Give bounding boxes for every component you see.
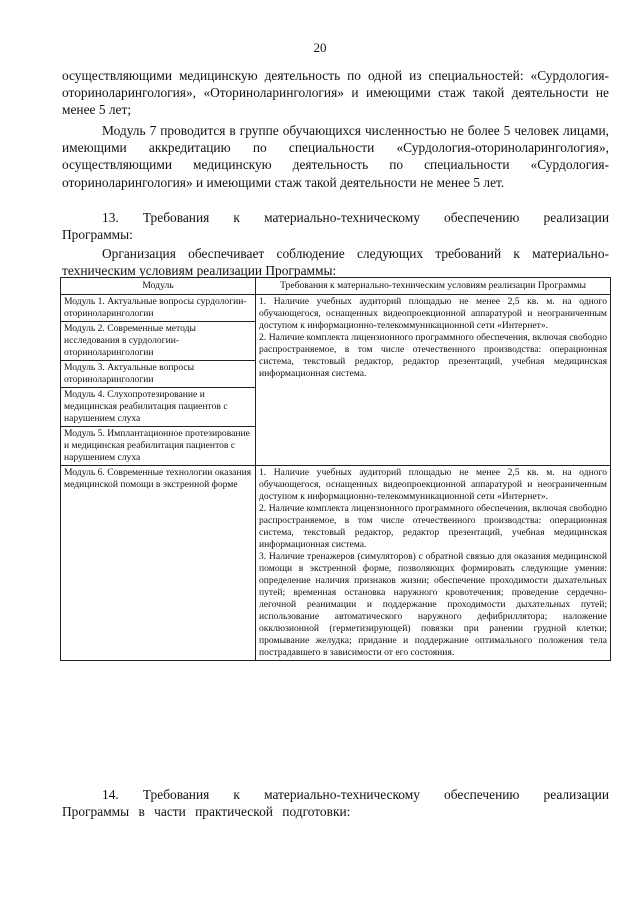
paragraph-intro [62, 245, 609, 279]
section-13-heading [62, 209, 609, 243]
requirement-item: 2. Наличие комплекта лицензионного программного обеспечения, включая свободно распространяемое, в том числе отечественного производства: операционная система, текстовый редактор, редактор презентаций, учебная медицинская информационная система. [259, 332, 607, 379]
section-heading-text: 13. Требования к материально-техническому обеспечению реализации Программы: [62, 210, 609, 243]
table-row [61, 295, 611, 466]
header-module: Модуль [61, 278, 256, 295]
table-row [61, 466, 611, 661]
requirements-table [60, 277, 611, 661]
requirement-item: 2. Наличие комплекта лицензионного программного обеспечения, включая свободно распространяемое, в том числе отечественного производства: операционная система, текстовый редактор, редактор презентаций, учебная медицинская информационная система. [259, 503, 607, 550]
page-number: 20 [313, 40, 327, 55]
paragraph-module-7 [62, 122, 609, 191]
section-14-heading [62, 786, 609, 820]
table-header-row [61, 278, 611, 295]
module-item: Модуль 2. Современные методы исследования в сурдологии-оториноларингологии [61, 322, 255, 361]
module-item: Модуль 5. Имплантационное протезирование и медицинская реабилитация пациентов с нарушением слуха [64, 428, 250, 463]
requirement-item: 1. Наличие учебных аудиторий площадью не менее 2,5 кв. м. на одного обучающегося, оснащенных видеопроекционной аппаратурой и неограниченным доступом к информационно-телекоммуникационной сети «Интернет». [259, 467, 607, 502]
paragraph-text: осуществляющими медицинскую деятельность по одной из специальностей: «Сурдология-оториноларингология», «Оториноларингология» и имеющими стаж такой деятельности не менее 5 лет; [62, 68, 609, 118]
paragraph-continuation [62, 67, 609, 119]
module-item: Модуль 1. Актуальные вопросы сурдологии-оториноларингологии [61, 295, 255, 322]
module-cell: Модуль 6. Современные технологии оказания медицинской помощи в экстренной форме [61, 466, 256, 661]
requirements-cell [256, 295, 611, 466]
module-item: Модуль 4. Слухопротезирование и медицинская реабилитация пациентов с нарушением слуха [61, 388, 255, 427]
requirements-cell [256, 466, 611, 661]
module-item: Модуль 3. Актуальные вопросы оториноларингологии [61, 361, 255, 388]
header-requirements: Требования к материально-техническим условиям реализации Программы [256, 278, 611, 295]
requirement-item: 1. Наличие учебных аудиторий площадью не менее 2,5 кв. м. на одного обучающегося, оснащенных видеопроекционной аппаратурой и неограниченным доступом к информационно-телекоммуникационной сети «Интернет». [259, 296, 607, 331]
paragraph-text: Модуль 7 проводится в группе обучающихся численностью не более 5 человек лицами, имеющими аккредитацию по специальности «Сурдология-оториноларингология», осуществляющими медицинскую деятельность по специальности «Сурдология-оториноларингология» и имеющими стаж такой деятельности не менее 5 лет. [62, 123, 609, 190]
section-heading-text: 14. Требования к материально-техническому обеспечению реализации Программы в части практической подготовки: [62, 787, 609, 820]
paragraph-text: Организация обеспечивает соблюдение следующих требований к материально-техническим условиям реализации Программы: [62, 246, 609, 279]
modules-cell [61, 295, 256, 466]
requirement-item: 3. Наличие тренажеров (симуляторов) с обратной связью для оказания медицинской помощи в экстренной форме, позволяющих формировать следующие умения: определение наличия признаков жизни; обеспечение проходимости дыхательных путей; временная остановка наружного кровотечения; проведение сердечно-легочной реанимации и поддержание проходимости дыхательных путей; использование автоматического наружного дефибриллятора; наложение окклюзионной (герметизирующей) повязки при ранении грудной клетки; промывание желудка; придание и поддержание оптимального положения тела пострадавшего в зависимости от его состояния. [259, 551, 607, 658]
